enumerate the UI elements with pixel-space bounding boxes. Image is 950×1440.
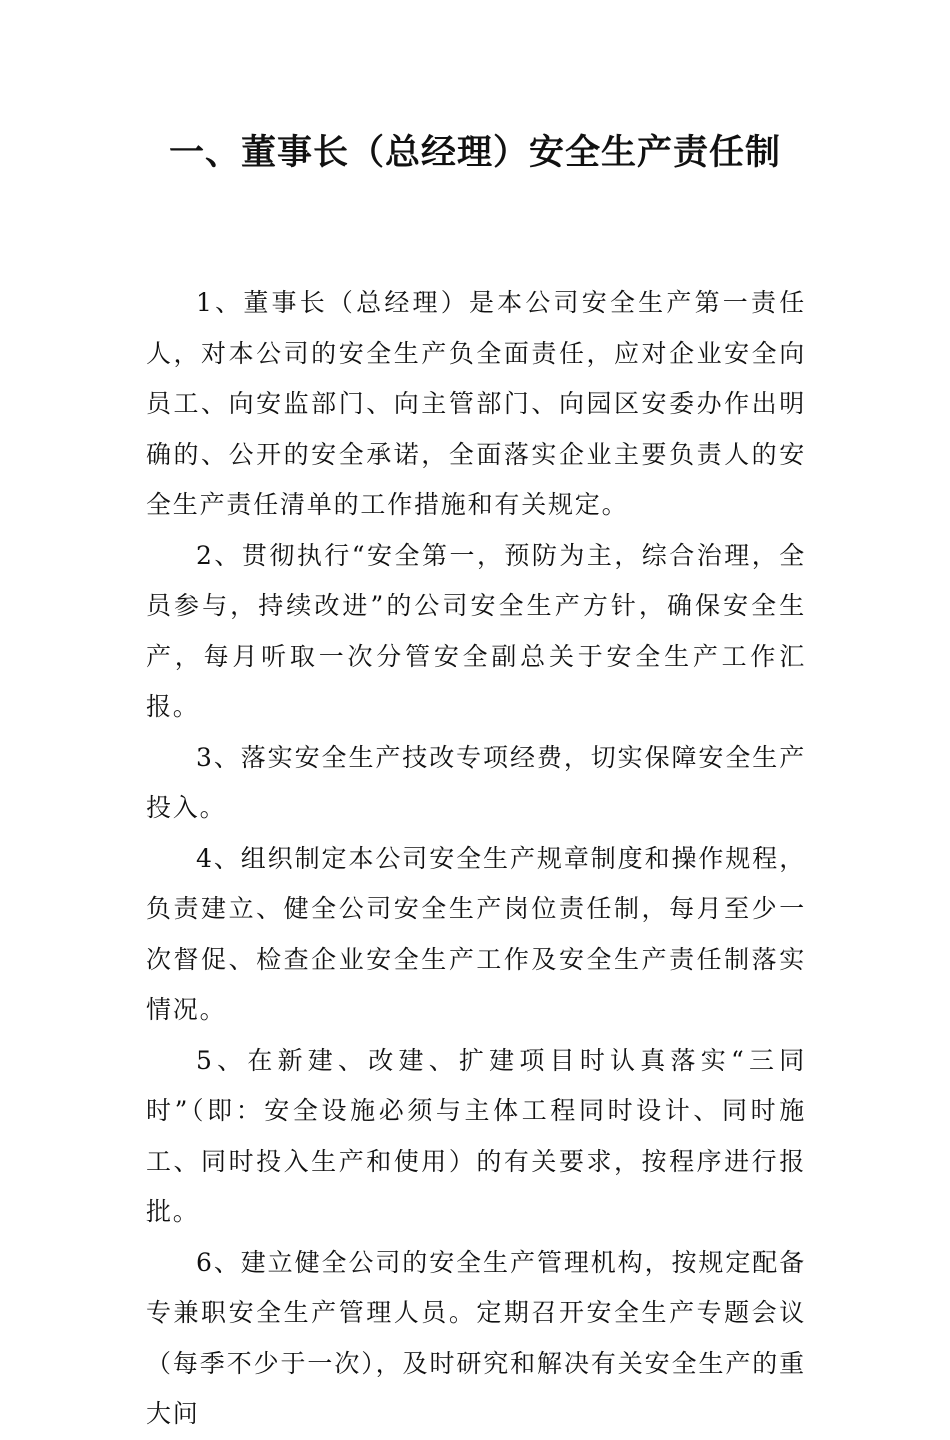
paragraph-6: 6、建立健全公司的安全生产管理机构，按规定配备专兼职安全生产管理人员。定期召开安全生产专题会议（每季不少于一次），及时研究和解决有关安全生产的重大问	[146, 1247, 806, 1428]
paragraph-2: 2、贯彻执行“安全第一，预防为主，综合治理，全员参与，持续改进”的公司安全生产方针，确保安全生产，每月听取一次分管安全副总关于安全生产工作汇报。	[146, 540, 806, 721]
paragraph-4: 4、组织制定本公司安全生产规章制度和操作规程，负责建立、健全公司安全生产岗位责任制，每月至少一次督促、检查企业安全生产工作及安全生产责任制落实情况。	[146, 843, 806, 1024]
paragraph-3: 3、落实安全生产技改专项经费，切实保障安全生产投入。	[146, 742, 806, 822]
document-body	[146, 278, 806, 1440]
paragraph-5: 5、在新建、改建、扩建项目时认真落实“三同时”（即：安全设施必须与主体工程同时设计、同时施工、同时投入生产和使用）的有关要求，按程序进行报批。	[146, 1045, 806, 1226]
document-title: 一、董事长（总经理）安全生产责任制	[168, 133, 781, 173]
paragraph-1: 1、董事长（总经理）是本公司安全生产第一责任人，对本公司的安全生产负全面责任，应对企业安全向员工、向安监部门、向主管部门、向园区安委办作出明确的、公开的安全承诺，全面落实企业主要负责人的安全生产责任清单的工作措施和有关规定。	[146, 288, 806, 519]
